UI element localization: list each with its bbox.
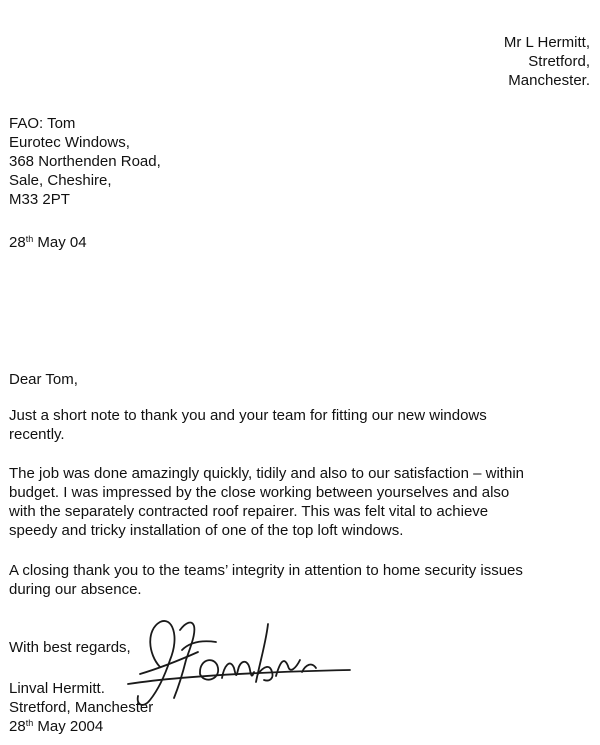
- paragraph-line: recently.: [9, 426, 65, 443]
- recipient-town: Sale, Cheshire,: [9, 172, 112, 189]
- signoff-location: Stretford, Manchester: [9, 699, 154, 716]
- salutation: Dear Tom,: [9, 371, 78, 388]
- letter-date-rest: May 04: [33, 234, 87, 251]
- signoff-date-suffix: th: [25, 718, 34, 728]
- letter-date-suffix: th: [25, 234, 34, 244]
- recipient-street: 368 Northenden Road,: [9, 153, 161, 170]
- letter-date-day: 28: [9, 234, 26, 251]
- signoff-name: Linval Hermitt.: [9, 680, 105, 697]
- recipient-address: [9, 114, 161, 209]
- paragraph-line: speedy and tricky installation of one of the top loft windows.: [9, 522, 404, 539]
- letter-date: [9, 233, 87, 252]
- paragraph-line: during our absence.: [9, 581, 142, 598]
- sender-city: Manchester.: [508, 72, 590, 89]
- sender-town: Stretford,: [528, 53, 590, 70]
- paragraph-line: The job was done amazingly quickly, tidily and also to our satisfaction – within: [9, 465, 524, 482]
- signoff-date-day: 28: [9, 718, 26, 735]
- paragraph-closing-thanks: [9, 561, 594, 599]
- sender-name: Mr L Hermitt,: [503, 34, 590, 51]
- paragraph-line: with the separately contracted roof repairer. This was felt vital to achieve: [9, 503, 489, 520]
- paragraph-line: budget. I was impressed by the close working between yourselves and also: [9, 484, 510, 501]
- paragraph-thanks: [9, 406, 594, 444]
- closing-line: With best regards,: [9, 639, 131, 656]
- recipient-company: Eurotec Windows,: [9, 134, 130, 151]
- signoff-date-rest: May 2004: [33, 718, 104, 735]
- paragraph-job-details: [9, 464, 594, 540]
- paragraph-line: A closing thank you to the teams’ integrity in attention to home security issues: [9, 562, 523, 579]
- signoff-date: [9, 717, 153, 736]
- recipient-postcode: M33 2PT: [9, 191, 70, 208]
- paragraph-line: Just a short note to thank you and your team for fitting our new windows: [9, 407, 487, 424]
- handwritten-signature: [120, 612, 380, 717]
- recipient-attention: FAO: Tom: [9, 115, 76, 132]
- sender-address: [504, 33, 590, 90]
